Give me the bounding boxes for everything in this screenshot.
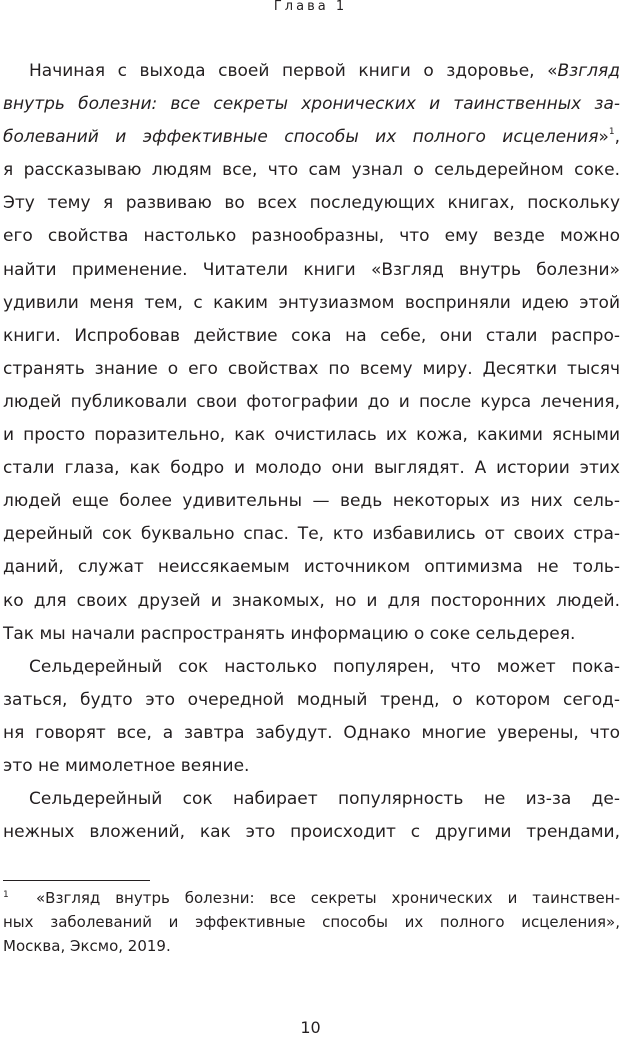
footnote-line: ных заболеваний и эффективные способы их полного исцеления», [3, 913, 620, 931]
text-line: найти применение. Читатели книги «Взгляд внутрь болезни» [3, 259, 620, 280]
text-line: даний, служат неиссякаемым источником оптимизма не толь- [3, 557, 620, 578]
text-segment: Начиная с выхода своей первой книги о здоровье, « [29, 61, 558, 81]
footnote-line: Москва, Эксмо, 2019. [3, 937, 171, 955]
text-line: Сельдерейный сок настолько популярен, что может пока- [29, 656, 620, 677]
page-number: 10 [300, 1018, 321, 1037]
running-header [0, 0, 621, 22]
text-line: стали глаза, как бодро и молодо они выглядят. А истории этих [3, 458, 620, 479]
text-line: дерейный сок буквально спас. Те, кто избавились от своих стра- [3, 524, 620, 545]
text-line: Эту тему я развиваю во всех последующих книгах, поскольку [3, 193, 620, 214]
text-line: и просто поразительно, как очистилась их кожа, какими ясными [3, 425, 620, 446]
footnote [3, 886, 620, 958]
text-segment: » [598, 127, 609, 148]
text-line: внутрь болезни: все секреты хронических и таинственных за- [3, 94, 620, 115]
text-line: нежных вложений, как это происходит с другими трендами, [3, 822, 620, 843]
text-line: Так мы начали распространять информацию о соке сельдерея. [3, 623, 576, 644]
text-line: заться, будто это очередной модный тренд, о котором сегод- [3, 689, 620, 710]
text-line [3, 55, 620, 88]
text-line: ня говорят все, а завтра забудут. Однако многие уверены, что [3, 722, 620, 743]
text-line: я рассказываю людям все, что сам узнал о сельдерейном соке. [3, 160, 620, 181]
text-line: это не мимолетное веяние. [3, 755, 250, 776]
footnote-reference: 1 [608, 127, 615, 138]
text-line: людей публиковали свои фотографии до и после курса лечения, [3, 391, 620, 412]
text-line: книги. Испробовав действие сока на себе, они стали распро- [3, 325, 620, 346]
text-segment: , [614, 127, 620, 148]
text-line: странять знание о его свойствах по всему миру. Десятки тысяч [3, 358, 620, 379]
text-segment: «Взгляд внутрь болезни: все секреты хронических и таинствен- [36, 889, 620, 907]
text-line: удивили меня тем, с каким энтузиазмом восприняли идею этой [3, 292, 620, 313]
text-line: его свойства настолько разнообразны, что ему везде можно [3, 226, 620, 247]
text-line: ко для своих друзей и знакомых, но и для посторонних людей. [3, 590, 620, 611]
text-line [3, 121, 620, 154]
body-text [3, 55, 620, 849]
text-line: людей еще более удивительны — ведь некоторых из них сель- [3, 491, 620, 512]
italic-title-segment: болеваний и эффективные способы их полного исцеления [3, 127, 599, 148]
italic-title-segment: Взгляд [557, 61, 620, 81]
running-title: Глава 1 [273, 0, 348, 14]
footnote-divider [3, 880, 150, 881]
text-line: Сельдерейный сок набирает популярность не из-за де- [29, 789, 620, 810]
footnote-line: 1 «Взгляд внутрь болезни: все секреты хронических и таинствен- [3, 889, 620, 907]
